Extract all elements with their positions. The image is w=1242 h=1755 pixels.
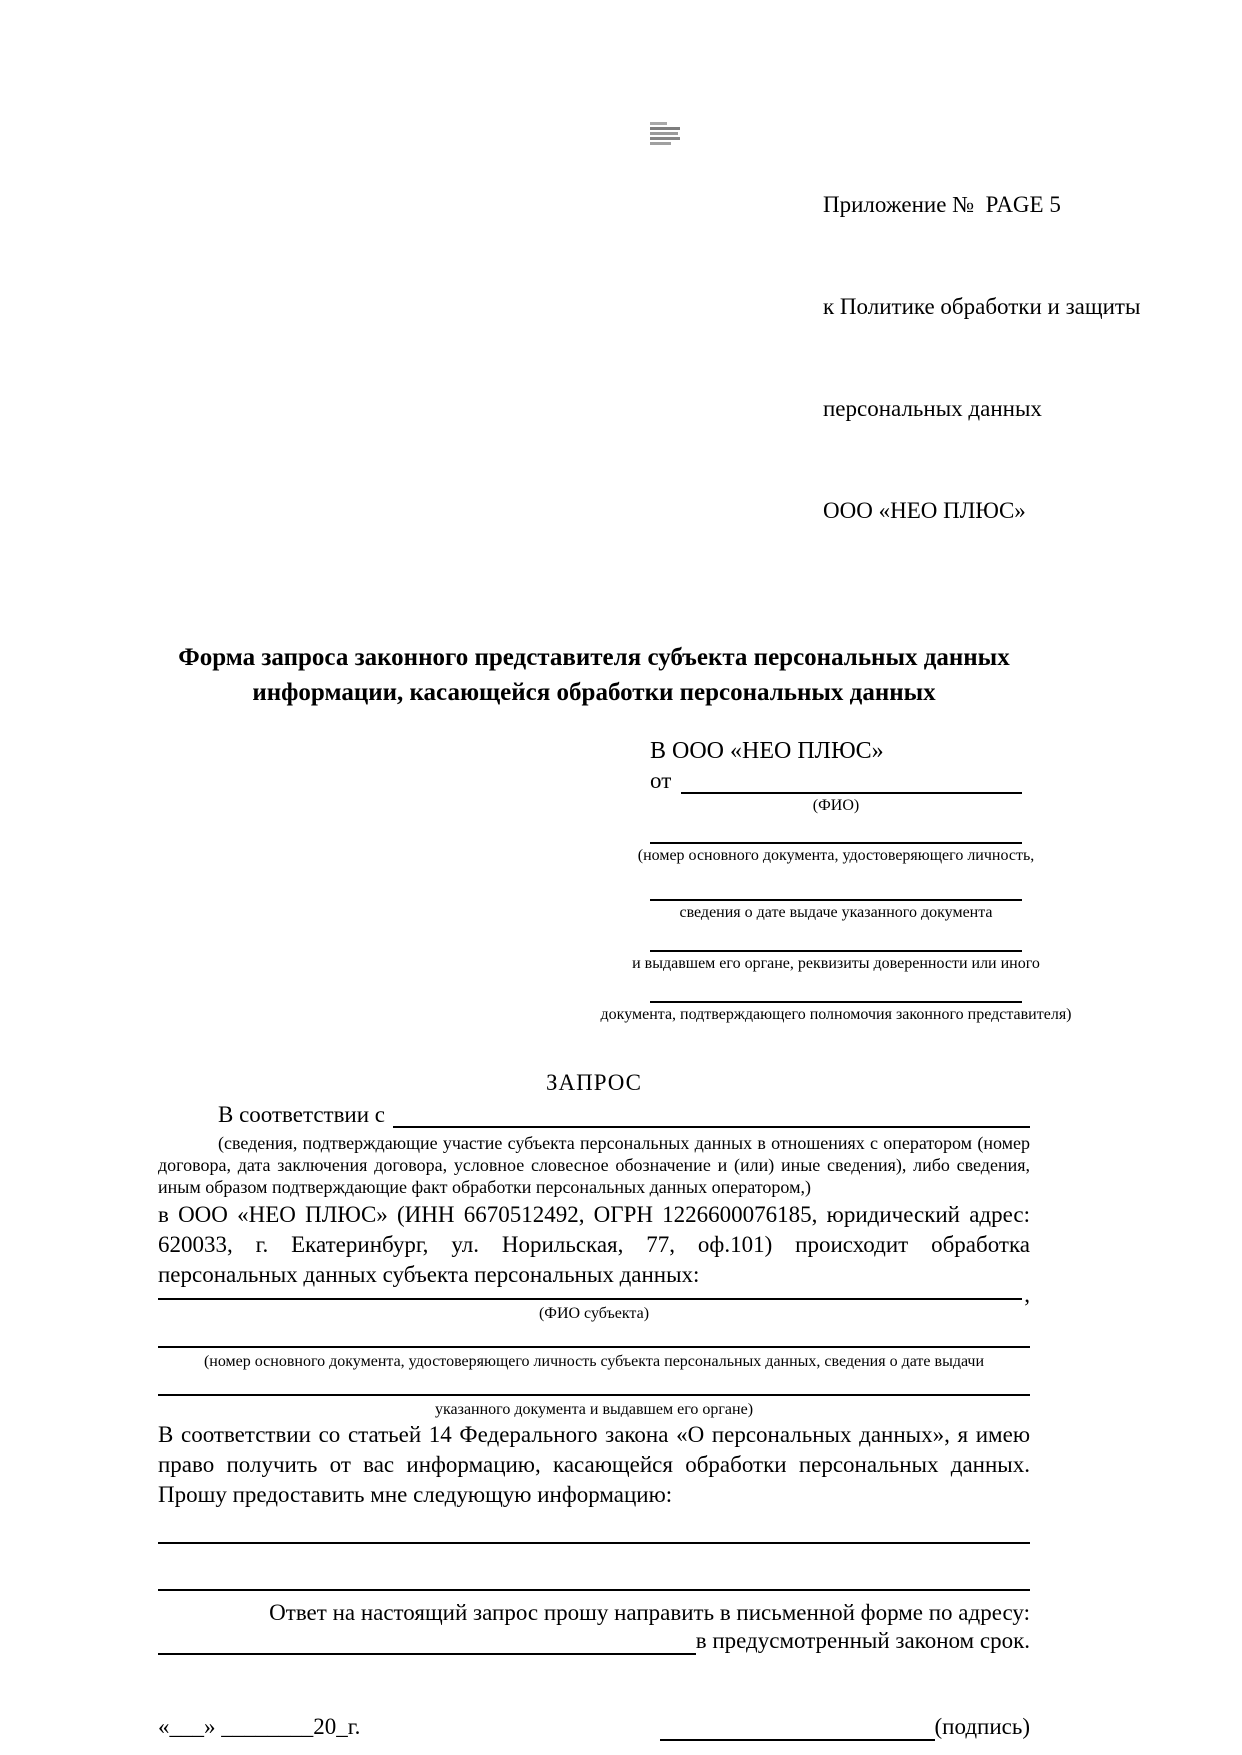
date-field: «___» ________20_г. [158,1714,361,1739]
subject-fio-field [158,1282,1030,1307]
basis-fine-print: (сведения, подтверждающие участие субъекта персональных данных в отношениях с оператором (номер договора, дата заключения договора, условное словесное обозначение и (или) иные сведения), либо сведения, иным образом подтверждающие факт обработки персональных данных оператором,) [158,1133,1030,1197]
from-field [650,768,1022,794]
document-number-blank-line [650,816,1022,844]
subject-fio-caption: (ФИО субъекта) [538,1305,650,1322]
basis-field [158,1102,1030,1128]
addressee-company: В ООО «НЕО ПЛЮС» [650,738,884,764]
subject-document-caption: (номер основного документа, удостоверяющего личность субъекта персональных данных, сведения о дате выдачи [203,1353,985,1370]
issue-date-blank-line [650,866,1022,901]
from-label: от [650,768,672,793]
signature-caption: (подпись) [934,1714,1030,1739]
footer-row [158,1713,1030,1741]
representative-authority-blank-line [650,974,1022,1003]
header-line-company: ООО «НЕО ПЛЮС» [823,498,1026,523]
requested-info-blank-line-1 [158,1520,1030,1544]
representative-authority-caption: документа, подтверждающего полномочия законного представителя) [600,1006,1072,1023]
from-blank-line [681,792,1022,794]
subject-authority-blank-line [158,1372,1030,1396]
issuing-authority-blank-line [650,923,1022,952]
requested-info-blank-line-2 [158,1544,1030,1591]
signature-field [660,1713,1030,1741]
document-number-caption: (номер основного документа, удостоверяющего личность, [637,847,1035,864]
header-line-policy: к Политике обработки и защиты [823,294,1141,319]
subject-fio-blank-line [158,1298,1022,1300]
title-line-2: информации, касающейся обработки персональных данных [252,679,936,706]
fio-caption: (ФИО) [812,797,860,814]
reply-address-sentence: Ответ на настоящий запрос прошу направить в письменной форме по адресу: [269,1600,1030,1625]
subject-document-blank-line [158,1324,1030,1348]
law-paragraph: В соответствии со статьей 14 Федерального закона «О персональных данных», я имею право получить от вас информацию, касающейся обработки персональных данных. Прошу предоставить мне следующую информацию: [158,1422,1030,1507]
title-line-1: Форма запроса законного представителя субъекта персональных данных [178,644,1010,671]
addressee-block [600,736,1072,1025]
header-line-personal-data: персональных данных [823,396,1042,421]
issue-date-caption: сведения о дате выдаче указанного документа [679,904,993,921]
reply-tail-text: в предусмотренный законом срок. [695,1628,1030,1653]
field-marker-icon [650,122,680,148]
basis-label: В соответствии с [218,1102,386,1127]
document-title [158,640,1030,710]
request-heading: ЗАПРОС [545,1070,643,1095]
operator-paragraph: в ООО «НЕО ПЛЮС» (ИНН 6670512492, ОГРН 1226600076185, юридический адрес: 620033, г. Екатеринбург, ул. Норильская, 77, оф.101) происходит обработка персональных данных субъекта персональных данных: [158,1202,1030,1287]
signature-blank-line [660,1715,935,1741]
reply-address-blank-line [158,1653,696,1655]
subject-authority-caption: указанного документа и выдавшем его органе) [434,1401,754,1418]
header-line-appendix: Приложение № PAGE 5 [823,192,1061,217]
basis-blank-line [393,1126,1030,1128]
header-requisites [823,0,1141,596]
issuing-authority-caption: и выдавшем его органе, реквизиты доверенности или иного [632,955,1040,972]
page-content [158,0,1141,1741]
trailing-comma: , [1024,1282,1030,1307]
reply-address-field [158,1627,1030,1655]
